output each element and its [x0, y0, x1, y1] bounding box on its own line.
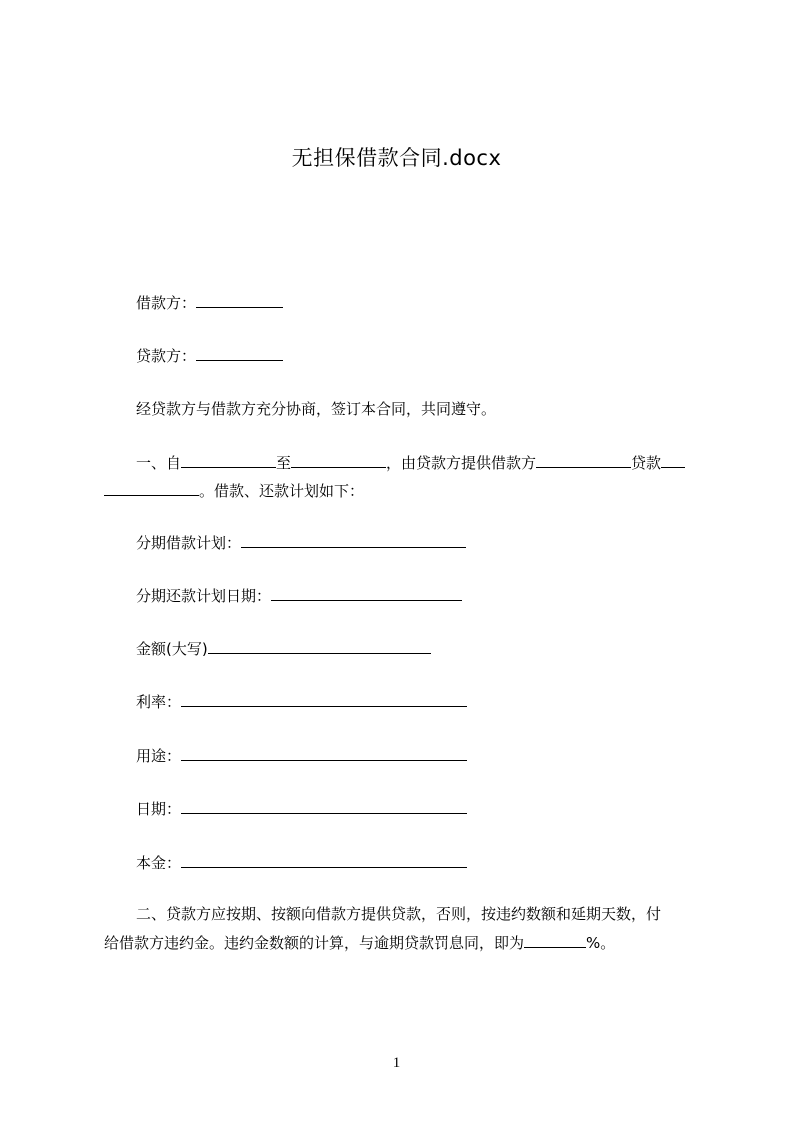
principal-label: 本金：	[136, 854, 182, 872]
rate-line	[136, 691, 467, 712]
clause2-line2-suffix: %。	[586, 934, 616, 952]
rate-blank	[181, 691, 467, 707]
clause1-part3: ，由贷款方提供借款方	[386, 454, 537, 472]
penalty-rate-blank	[524, 932, 586, 948]
installment-repay-line	[136, 585, 462, 606]
clause1-part4: 贷款	[631, 454, 662, 472]
date-label: 日期：	[136, 800, 182, 818]
borrower-blank	[196, 292, 283, 308]
principal-blank	[181, 852, 467, 868]
lender-label: 贷款方：	[136, 347, 197, 365]
date-line	[136, 798, 467, 819]
principal-line	[136, 852, 467, 873]
intro-paragraph: 经贷款方与借款方充分协商，签订本合同，共同遵守。	[136, 400, 497, 418]
purpose-line	[136, 745, 467, 766]
date-blank	[181, 798, 467, 814]
installment-borrow-label: 分期借款计划：	[136, 534, 242, 552]
clause2-line2-text: 给借款方违约金。违约金数额的计算，与逾期贷款罚息同，即为	[104, 934, 525, 952]
page-number: 1	[392, 1055, 401, 1071]
borrower-name-blank	[536, 452, 631, 468]
clause1-part1: 一、自	[136, 454, 182, 472]
clause1-part5: 。借款、还款计划如下：	[199, 482, 365, 500]
document-title: 无担保借款合同.docx	[291, 146, 502, 170]
start-date-blank	[181, 452, 276, 468]
clause2-line2	[104, 932, 615, 953]
borrower-line	[136, 292, 283, 313]
clause2-line1: 二、贷款方应按期、按额向借款方提供贷款，否则，按违约数额和延期天数，付	[136, 905, 662, 923]
amount-line	[136, 638, 431, 659]
installment-repay-label: 分期还款计划日期：	[136, 587, 272, 605]
lender-blank	[196, 345, 283, 361]
installment-repay-blank	[271, 585, 462, 601]
amount-label: 金额(大写)	[136, 640, 208, 658]
clause1-line2	[104, 480, 364, 501]
end-date-blank	[291, 452, 386, 468]
purpose-blank	[181, 745, 467, 761]
purpose-label: 用途：	[136, 747, 182, 765]
clause1-line1	[136, 452, 685, 473]
installment-borrow-blank	[241, 532, 466, 548]
installment-borrow-line	[136, 532, 466, 553]
amount-blank	[208, 638, 431, 654]
clause1-part2: 至	[276, 454, 292, 472]
borrower-label: 借款方：	[136, 294, 197, 312]
loan-amount-blank-b	[104, 480, 199, 496]
loan-amount-blank-a	[661, 452, 685, 468]
rate-label: 利率：	[136, 693, 182, 711]
lender-line	[136, 345, 283, 366]
